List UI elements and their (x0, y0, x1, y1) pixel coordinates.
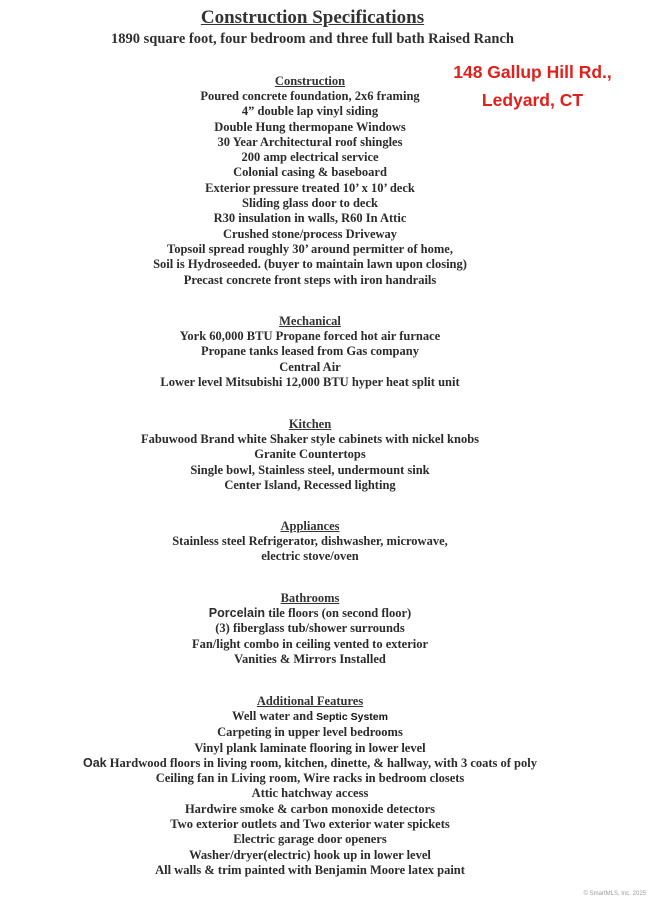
section-heading: Appliances (280, 519, 340, 533)
list-item: Crushed stone/process Driveway (222, 226, 398, 241)
porcelain-word: Porcelain (208, 606, 266, 620)
well-water-text: Well water and (232, 709, 317, 723)
list-item: 4” double lap vinyl siding (241, 104, 379, 119)
list-item: Single bowl, Stainless steel, undermount sink (190, 462, 430, 477)
list-item: Central Air (279, 359, 341, 374)
list-item: (3) fiberglass tub/shower surrounds (215, 621, 405, 636)
list-item: Vinyl plank laminate flooring in lower level (194, 740, 426, 755)
section-bathrooms (0, 591, 620, 667)
address-line-1: 148 Gallup Hill Rd., (453, 62, 612, 82)
list-item: Poured concrete foundation, 2x6 framing (200, 89, 420, 103)
list-item: Attic hatchway access (251, 786, 369, 801)
copyright-notice: © SmartMLS, Inc. 2025 (583, 891, 646, 897)
list-item: Fabuwood Brand white Shaker style cabinets with nickel knobs (140, 432, 480, 446)
list-item: Double Hung thermopane Windows (214, 119, 406, 134)
section-appliances (0, 519, 620, 565)
oak-word: Oak (83, 755, 107, 770)
list-item: 30 Year Architectural roof shingles (217, 134, 403, 149)
section-mechanical (0, 314, 620, 390)
list-item: All walls & trim painted with Benjamin Moore latex paint (155, 862, 465, 877)
section-heading: Bathrooms (280, 591, 340, 605)
page-subtitle: 1890 square foot, four bedroom and three full bath Raised Ranch (111, 31, 514, 47)
section-additional-features (0, 694, 620, 878)
list-item: R30 insulation in walls, R60 In Attic (213, 211, 407, 226)
list-item (0, 756, 620, 771)
section-heading: Kitchen (288, 417, 332, 431)
list-item (0, 709, 620, 725)
address-line-2: Ledyard, CT (481, 90, 584, 110)
list-item: Two exterior outlets and Two exterior water spickets (170, 817, 450, 832)
list-item: Vanities & Mirrors Installed (234, 651, 386, 666)
list-item: Lower level Mitsubishi 12,000 BTU hyper heat split unit (160, 374, 460, 389)
section-heading: Mechanical (279, 314, 341, 328)
list-item: Granite Countertops (254, 447, 366, 462)
list-item: 200 amp electrical service (241, 150, 379, 165)
oak-rest: Hardwood floors in living room, kitchen, dinette, & hallway, with 3 coats of poly (106, 755, 537, 770)
section-heading: Additional Features (256, 694, 364, 708)
section-kitchen (0, 417, 620, 493)
list-item: Colonial casing & baseboard (233, 165, 387, 180)
list-item: Soil is Hydroseeded. (buyer to maintain lawn upon closing) (153, 257, 467, 272)
list-item: Fan/light combo in ceiling vented to exterior (191, 636, 429, 651)
list-item: Sliding glass door to deck (242, 196, 378, 211)
list-item: Exterior pressure treated 10’ x 10’ deck (205, 180, 415, 195)
page-title: Construction Specifications (200, 7, 425, 28)
list-item: Washer/dryer(electric) hook up in lower level (189, 847, 431, 862)
septic-system-text: Septic System (316, 711, 388, 723)
porcelain-rest: tile floors (on second floor) (265, 606, 412, 620)
list-item: Electric garage door openers (233, 832, 387, 847)
list-item: Topsoil spread roughly 30’ around permitter of home, (167, 241, 453, 256)
list-item (0, 606, 620, 621)
list-item: Carpeting in upper level bedrooms (217, 725, 403, 740)
list-item: Stainless steel Refrigerator, dishwasher, microwave, (172, 534, 448, 548)
section-heading: Construction (274, 74, 346, 88)
list-item: Ceiling fan in Living room, Wire racks in bedroom closets (155, 771, 465, 786)
list-item: Propane tanks leased from Gas company (201, 344, 419, 359)
section-construction (0, 74, 620, 288)
list-item: Center Island, Recessed lighting (224, 477, 396, 492)
list-item: York 60,000 BTU Propane forced hot air furnace (179, 329, 441, 343)
list-item: Precast concrete front steps with iron handrails (183, 272, 437, 287)
list-item: Hardwire smoke & carbon monoxide detectors (184, 801, 436, 816)
list-item: electric stove/oven (261, 549, 359, 564)
